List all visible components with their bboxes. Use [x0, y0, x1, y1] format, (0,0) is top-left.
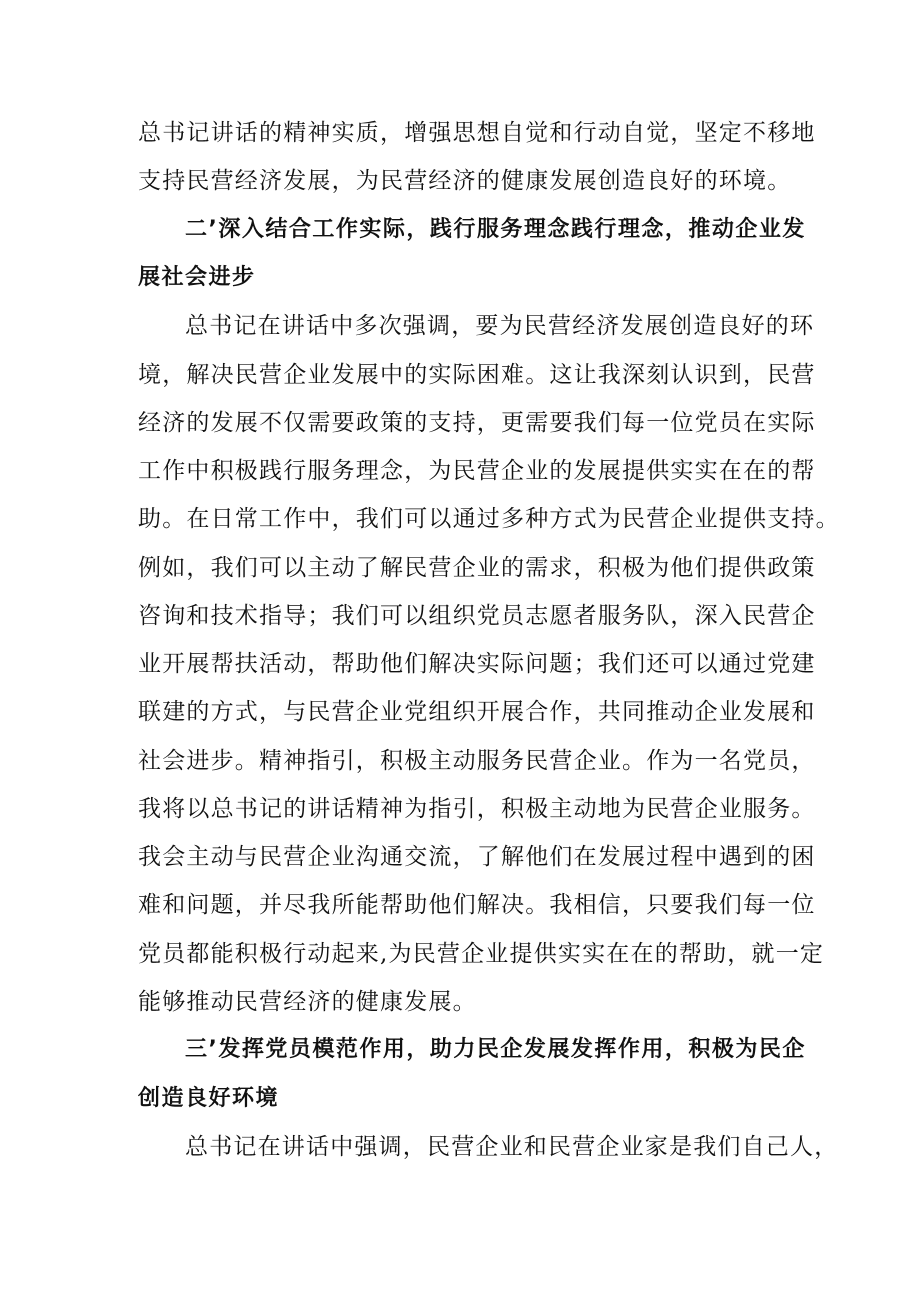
paragraph-line: 业开展帮扶活动，帮助他们解决实际问题；我们还可以通过党建: [138, 651, 816, 677]
paragraph-line: 助。在日常工作中，我们可以通过多种方式为民营企业提供支持。: [138, 506, 840, 532]
paragraph-line: 例如，我们可以主动了解民营企业的需求，积极为他们提供政策: [138, 555, 816, 581]
section-heading-3: 三’发挥党员模范作用，助力民企发展发挥作用，积极为民企: [185, 1037, 806, 1062]
paragraph-line: 党员都能积极行动起来,为民营企业提供实实在在的帮助，就一定: [138, 941, 825, 967]
paragraph-line: 境，解决民营企业发展中的实际困难。这让我深刻认识到，民营: [138, 362, 816, 388]
paragraph-line: 经济的发展不仅需要政策的支持，更需要我们每一位党员在实际: [138, 410, 816, 436]
section-heading-2-cont: 展社会进步: [138, 265, 256, 290]
paragraph-line: 难和问题，并尽我所能帮助他们解决。我相信，只要我们每一位: [138, 892, 816, 918]
paragraph-line: 社会进步。精神指引，积极主动服务民营企业。作为一名党员，: [138, 748, 816, 774]
paragraph-line: 总书记讲话的精神实质，增强思想自觉和行动自觉，坚定不移地: [138, 120, 816, 146]
section-heading-2: 二’深入结合工作实际，践行服务理念践行理念，推动企业发: [185, 217, 806, 242]
paragraph-line: 我将以总书记的讲话精神为指引，积极主动地为民营企业服务。: [138, 796, 816, 822]
paragraph-line: 咨询和技术指导；我们可以组织党员志愿者服务队，深入民营企: [138, 603, 816, 629]
section-heading-3-cont: 创造良好环境: [138, 1086, 280, 1111]
paragraph-line: 总书记在讲话中多次强调，要为民营经济发展创造良好的环: [185, 313, 815, 339]
paragraph-line: 我会主动与民营企业沟通交流，了解他们在发展过程中遇到的困: [138, 844, 816, 870]
paragraph-line: 能够推动民营经济的健康发展。: [138, 989, 477, 1015]
paragraph-line: 总书记在讲话中强调，民营企业和民营企业家是我们自己人，: [185, 1134, 839, 1160]
paragraph-line: 工作中积极践行服务理念，为民营企业的发展提供实实在在的帮: [138, 458, 816, 484]
paragraph-line: 联建的方式，与民营企业党组织开展合作，共同推动企业发展和: [138, 699, 816, 725]
paragraph-line: 支持民营经济发展，为民营经济的健康发展创造良好的环境。: [138, 168, 792, 194]
